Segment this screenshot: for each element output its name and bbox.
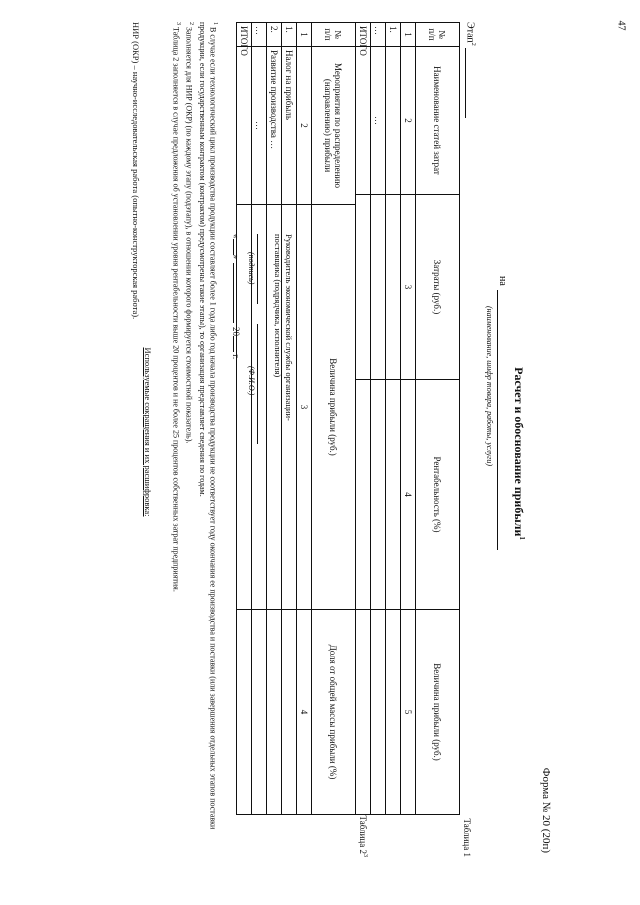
table-row [371, 23, 386, 815]
table2-col-number: 3 [297, 205, 312, 610]
table1-cell: … [371, 47, 386, 195]
subject-line [497, 276, 508, 550]
subject-caption: (наименование, шифр товара, работы, услуги) [485, 306, 494, 467]
table1-col-number: 5 [401, 610, 416, 815]
table1-number-row [401, 23, 416, 815]
name-caption: (Ф.И.О.) [247, 366, 256, 396]
day-blank [233, 239, 242, 255]
footnote [184, 22, 197, 842]
table1-cell [386, 195, 401, 380]
table1-header-cell: Величина прибыли (руб.) [416, 610, 460, 815]
table1-cell [386, 380, 401, 610]
abbreviation-item: НИР (ОКР) – научно-исследовательская работа (опытно-конструкторская работа). [131, 22, 141, 320]
name-blank [257, 324, 258, 444]
table1-header-cell: Рентабельность (%) [416, 380, 460, 610]
table1-col-number: 2 [401, 47, 416, 195]
document-title [511, 6, 526, 901]
table1-col-number: 1 [401, 23, 416, 47]
table2-header-cell: Величина прибыли (руб.) [312, 205, 356, 610]
table-1 [355, 22, 460, 815]
table1-cell [356, 610, 371, 815]
table-2 [236, 22, 356, 815]
subject-blank [497, 290, 507, 550]
month-blank [233, 263, 242, 323]
table2-header-cell: Мероприятия по распределению (направлению) прибыли [312, 47, 356, 205]
table2-col-number: 4 [297, 610, 312, 815]
table1-cell [386, 610, 401, 815]
year-prefix: 20 [231, 327, 241, 336]
footnote [170, 22, 183, 842]
table1-col-number: 4 [401, 380, 416, 610]
table1-total-row [356, 23, 371, 815]
table2-cell [252, 610, 267, 815]
table2-col-number: 2 [297, 47, 312, 205]
footnote-text: В случае если технологический цикл производства продукции составляет более 1 года либо год начала производства продукции не соответствует году окончания ее производства и поставки (или завершения отдельных этапов поставки продукции, если государственным контрактом (контрактом) предусмотрены такие этапы), то организация представляет сведения по годам. [198, 22, 218, 830]
table2-cell [237, 47, 252, 205]
stage-label: Этап [464, 22, 476, 43]
table1-header-row [416, 23, 460, 815]
rotated-document [100, 6, 560, 901]
stage-blank [465, 48, 475, 118]
table-row [252, 23, 267, 815]
table1-cell [371, 610, 386, 815]
stage-footnote-mark: 2 [470, 42, 476, 46]
table1-cell [356, 380, 371, 610]
table2-header-cell: № п/п [312, 23, 356, 47]
table1-cell [356, 195, 371, 380]
table1-header-cell: № п/п [416, 23, 460, 47]
table2-header-row [312, 23, 356, 815]
table2-cell: … [252, 47, 267, 205]
footnote [197, 22, 220, 842]
footnote-text: Заполняется для НИР (ОКР) (по каждому этапу (подэтапу), в отношении которого формируется стоимостной показатель). [184, 27, 194, 444]
footnote-mark: 1 [212, 22, 218, 25]
table1-header-cell: Затраты (руб.) [416, 195, 460, 380]
table-row [386, 23, 401, 815]
year-suffix: г. [231, 354, 241, 360]
table2-cell [267, 610, 282, 815]
table2-footnote-mark: 3 [362, 854, 368, 857]
signature-title: Руководитель экономической службы организации-поставщика (подрядчика, исполнителя) [273, 234, 294, 421]
table2-cell: 2. [267, 23, 282, 47]
date-quote-open: « [231, 234, 241, 239]
form-number: Форма № 20 (20п) [540, 767, 552, 853]
footnote-mark: 3 [174, 22, 181, 25]
table1-cell [371, 380, 386, 610]
table1-cell [356, 47, 371, 195]
stage-line [465, 22, 476, 118]
signature-date [231, 234, 242, 359]
table2-label-text: Таблица 2 [358, 815, 368, 854]
signature-blank [257, 234, 258, 304]
table2-cell: 1. [282, 23, 297, 47]
table1-label: Таблица 1 [462, 818, 472, 857]
table2-cell: Развитие производства … [267, 47, 282, 205]
table2-col-number: 1 [297, 23, 312, 47]
table1-cell [371, 195, 386, 380]
date-quote-close: » [231, 254, 241, 259]
page-number: 47 [615, 20, 627, 31]
year-blank [233, 336, 242, 352]
footnotes [169, 22, 220, 842]
footnote-text: Таблица 2 заполняется в случае предложения об установлении уровня рентабельности выше 20 процентов и не более 25 процентов собственных затрат предприятия. [171, 27, 181, 592]
table1-total-label: ИТОГО [356, 23, 371, 47]
table1-header-cell: Наименование статей затрат [416, 47, 460, 195]
table2-cell: Налог на прибыль [282, 47, 297, 205]
table2-label [358, 816, 368, 858]
title-footnote-mark: 1 [518, 536, 526, 540]
title-text: Расчет и обоснование прибыли [512, 367, 526, 537]
table1-cell [386, 47, 401, 195]
abbreviations [130, 22, 154, 842]
table2-number-row [297, 23, 312, 815]
abbreviations-heading: Используемые сокращения и их расшифровка: [143, 347, 153, 517]
table2-total-label: ИТОГО [237, 23, 252, 47]
table2-cell [282, 610, 297, 815]
table2-total-row [237, 23, 252, 815]
footnote-mark: 2 [188, 22, 195, 25]
table1-cell: 1. [386, 23, 401, 47]
table2-header-cell: Доля от общей массы прибыли (%) [312, 610, 356, 815]
subject-prefix: на [497, 276, 508, 286]
table1-cell: … [371, 23, 386, 47]
table2-cell: … [252, 23, 267, 47]
table1-col-number: 3 [401, 195, 416, 380]
signature-caption: (подпись) [247, 252, 256, 285]
table2-cell [237, 610, 252, 815]
